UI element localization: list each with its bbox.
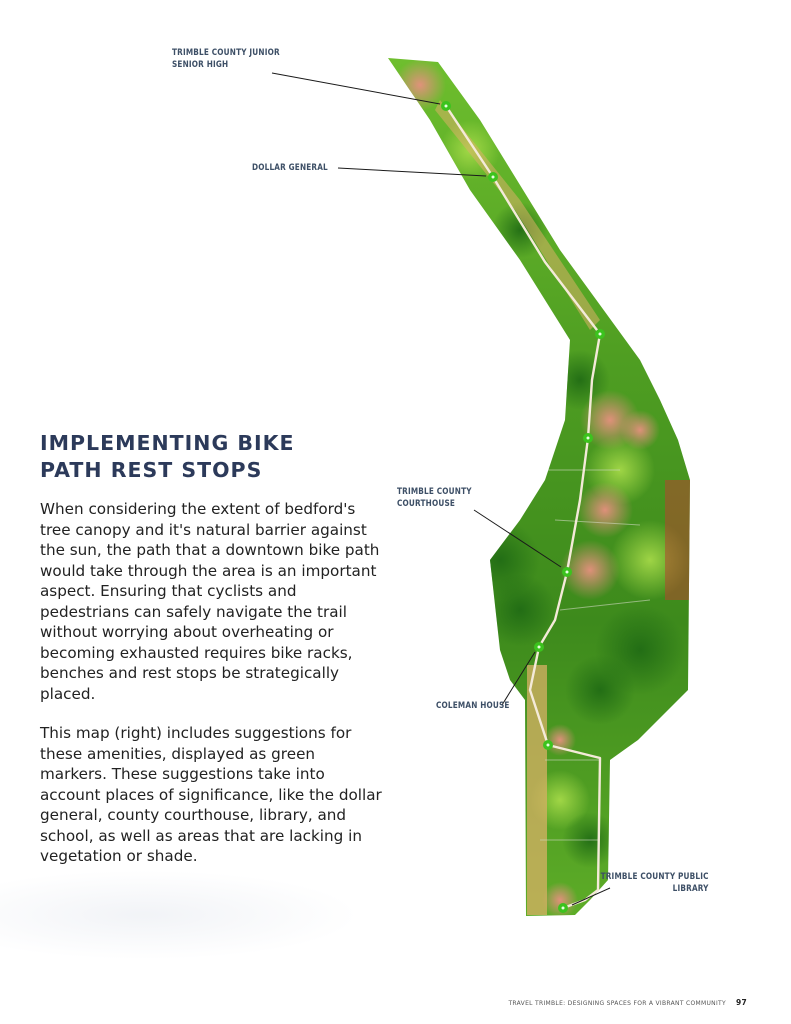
page-title (40, 430, 360, 484)
label-dollar-general: DOLLAR GENERAL (252, 163, 328, 173)
rest-stop-marker[interactable] (441, 101, 451, 111)
rest-stop-marker[interactable] (583, 433, 593, 443)
page-title-line2: PATH REST STOPS (40, 458, 263, 482)
label-trimble-county-junior-senior-high (172, 47, 280, 71)
label-trimble-county-courthouse (397, 486, 472, 510)
rest-stop-marker[interactable] (558, 903, 568, 913)
label-school-line2: SENIOR HIGH (172, 60, 229, 70)
label-library-line2: LIBRARY (673, 884, 709, 894)
label-courthouse-line1: TRIMBLE COUNTY (397, 487, 472, 497)
label-coleman-house: COLEMAN HOUSE (436, 701, 510, 711)
page-title-line1: IMPLEMENTING BIKE (40, 431, 295, 455)
rest-stop-marker[interactable] (488, 172, 498, 182)
rest-stop-marker[interactable] (534, 642, 544, 652)
label-courthouse-line2: COURTHOUSE (397, 499, 456, 509)
label-school-line1: TRIMBLE COUNTY JUNIOR (172, 48, 280, 58)
label-trimble-county-public-library (601, 871, 709, 895)
page-footer (508, 998, 747, 1007)
rest-stop-marker[interactable] (562, 567, 572, 577)
rest-stop-marker[interactable] (595, 329, 605, 339)
body-paragraph-2: This map (right) includes suggestions for these amenities, displayed as green markers. These suggestions take into account places of significance, like the dollar general, county courthouse, library, and school, as well as areas that are lacking in vegetation or shade. (40, 724, 382, 865)
rest-stop-marker[interactable] (543, 740, 553, 750)
label-library-line1: TRIMBLE COUNTY PUBLIC (600, 872, 709, 882)
page-number: 97 (735, 998, 747, 1007)
background-smudge (0, 870, 360, 960)
body-paragraph-1: When considering the extent of bedford's tree canopy and it's natural barrier against the sun, the path that a downtown bike path would take through the area is an important aspect. Ensuring that cyclists and pedestrians can safely navigate the trail without worrying about overheating or becoming exhausted requires bike racks, benches and rest stops be strategically placed. (40, 500, 380, 703)
footer-title: TRAVEL TRIMBLE: DESIGNING SPACES FOR A VIBRANT COMMUNITY (508, 1000, 726, 1007)
